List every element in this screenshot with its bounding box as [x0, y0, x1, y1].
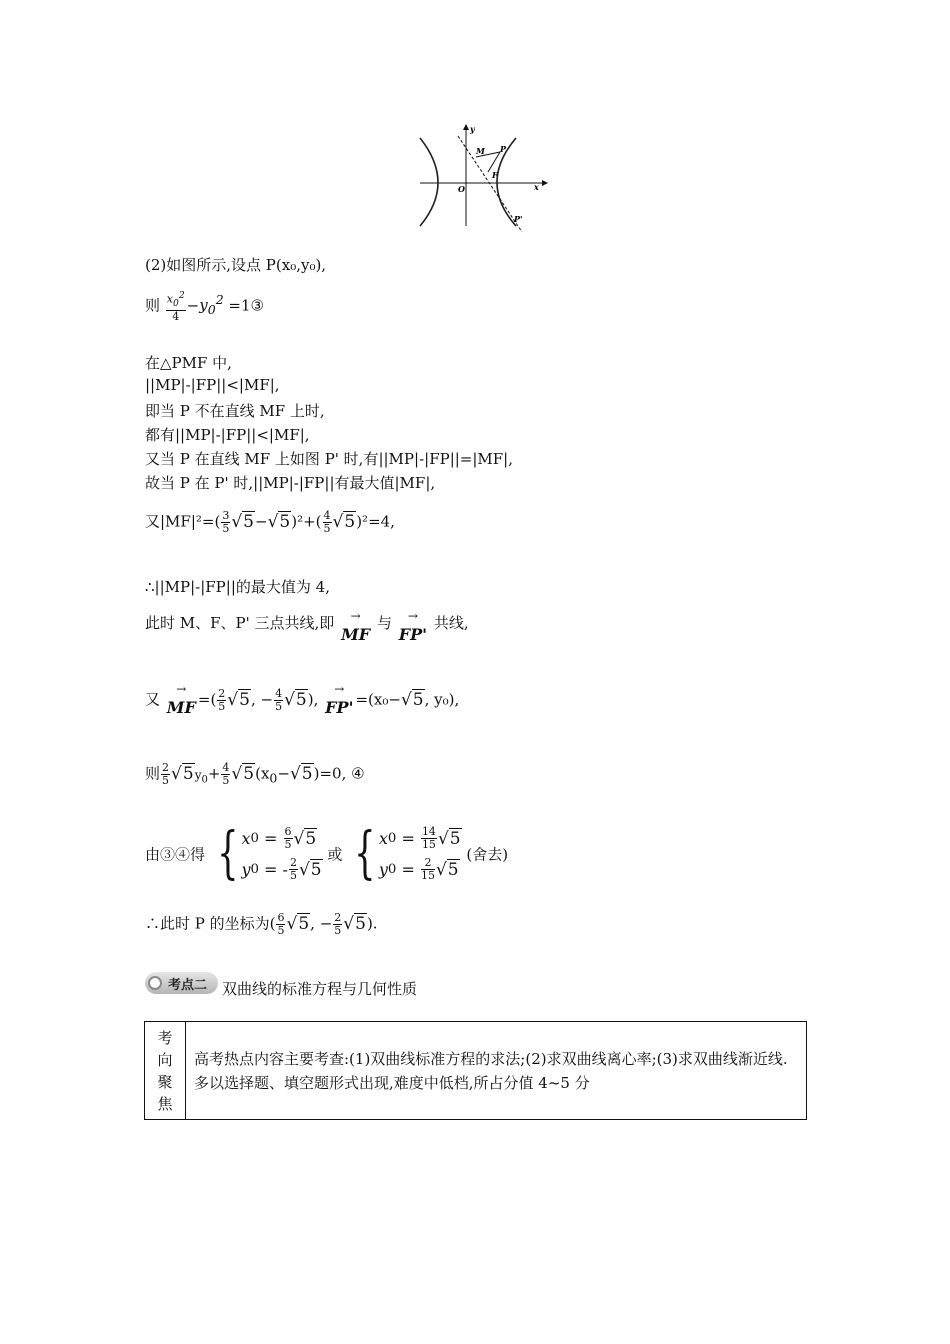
mf-sq-suffix: )²=4,	[356, 512, 395, 531]
equation-3: 则 $\frac{x_0^2}{4}$ $-y_0^2$ =1③	[145, 290, 264, 323]
vector-fp-2: FP'	[325, 697, 354, 717]
vector-mf: MF	[341, 625, 371, 644]
final-prefix: ∴此时 P 的坐标为(	[145, 914, 276, 933]
final-coordinates: ∴此时 P 的坐标为( $\frac{6}{5}$ √5, − $\frac{2}{5}$ √5).	[145, 911, 378, 937]
fig-label-o: O	[458, 184, 465, 194]
solution-intro: (2)如图所示,设点 P(x₀,y₀),	[145, 256, 327, 274]
focus-content: 高考热点内容主要考查:(1)双曲线标准方程的求法;(2)求双曲线离心率;(3)求双曲线渐近线.多以选择题、填空题形式出现,难度中低档,所占分值 4~5 分	[186, 1022, 807, 1120]
badge-circle-icon	[148, 976, 162, 990]
vector-coordinates: 又 → MF =( $\frac{2}{5}$ √5, − $\frac{4}{5}$ √5), → FP' =(x₀−√5, y₀),	[145, 681, 460, 717]
fig-label-m: M	[476, 146, 485, 156]
equation-4: 则 $\frac{2}{5}$ $√5y_0+$ $\frac{4}{5}$ $√5(x_0-√5)=0$, ④	[145, 761, 365, 787]
final-suffix: ).	[366, 914, 378, 933]
mf-sq-prefix: 又|MF|²=(	[145, 512, 221, 531]
fig-label-y: y	[470, 124, 475, 134]
vec-coord-mid: =(x₀−	[355, 690, 401, 709]
vector-mf-2: MF	[166, 697, 196, 717]
system-prefix: 由③④得	[145, 845, 206, 864]
solve-system	[145, 821, 509, 886]
eq3-suffix: =1③	[228, 296, 264, 315]
inequality-line: ||MP|-|FP||<|MF|,	[145, 376, 280, 394]
vector-fp: FP'	[398, 625, 428, 644]
collinear-prefix: 此时 M、F、P' 三点共线,即	[145, 614, 335, 632]
focus-header-char: 焦	[157, 1094, 173, 1113]
vec-coord-suffix: , y₀),	[424, 690, 460, 709]
p-on-line: 又当 P 在直线 MF 上如图 P' 时,有||MP|-|FP||=|MF|,	[145, 450, 514, 468]
vec-coord-sep: ,	[313, 690, 319, 709]
fig-label-x: x	[534, 182, 539, 192]
focus-header-char: 考	[157, 1028, 173, 1047]
system-or: 或	[327, 845, 343, 864]
section-badge	[145, 972, 218, 994]
section-title: 双曲线的标准方程与几何性质	[222, 980, 418, 998]
eq3-prefix: 则	[145, 296, 161, 315]
always-inequality: 都有||MP|-|FP||<|MF|,	[145, 426, 310, 444]
focus-table	[144, 1021, 807, 1120]
focus-header-char: 向	[157, 1050, 173, 1069]
collinear-line: 此时 M、F、P' 三点共线,即 → MF 与 → FP' 共线,	[145, 609, 469, 644]
eq4-prefix: 则	[145, 764, 161, 783]
system-solution-2: { x 0 = $\frac{14}{15}$ √5 y 0 = $\frac{2}{15}$ √5	[354, 821, 461, 886]
system-discard: (舍去)	[466, 845, 509, 864]
fig-label-p-prime: P'	[514, 214, 523, 224]
collinear-suffix: 共线,	[433, 614, 469, 632]
badge-label: 考点二	[168, 977, 208, 993]
mf-squared: 又|MF|²=( $\frac{3}{5}$ √5−√5)²+( $\frac{4}{5}$ √5)²=4,	[145, 509, 395, 535]
eq4-suffix: =0, ④	[319, 764, 365, 783]
focus-header-char: 聚	[157, 1072, 173, 1091]
collinear-and: 与	[376, 614, 392, 632]
focus-header	[145, 1022, 186, 1120]
triangle-pmf: 在△PMF 中,	[145, 354, 232, 372]
max-is-4: ∴||MP|-|FP||的最大值为 4,	[145, 578, 330, 596]
x0sq-over-4: $\frac{x_0^2}{4}$	[166, 290, 185, 323]
fig-label-f: F	[492, 170, 498, 180]
system-solution-1: { x 0 = $\frac{6}{5}$ √5 y 0 = - $\frac{2}{5}$ √5	[216, 821, 322, 886]
fig-label-p: P	[500, 144, 507, 154]
p-not-on-line: 即当 P 不在直线 MF 上时,	[145, 402, 325, 420]
vec-coord-prefix: 又	[145, 690, 161, 709]
hyperbola-figure	[412, 122, 552, 232]
max-value-line: 故当 P 在 P' 时,||MP|-|FP||有最大值|MF|,	[145, 474, 436, 492]
